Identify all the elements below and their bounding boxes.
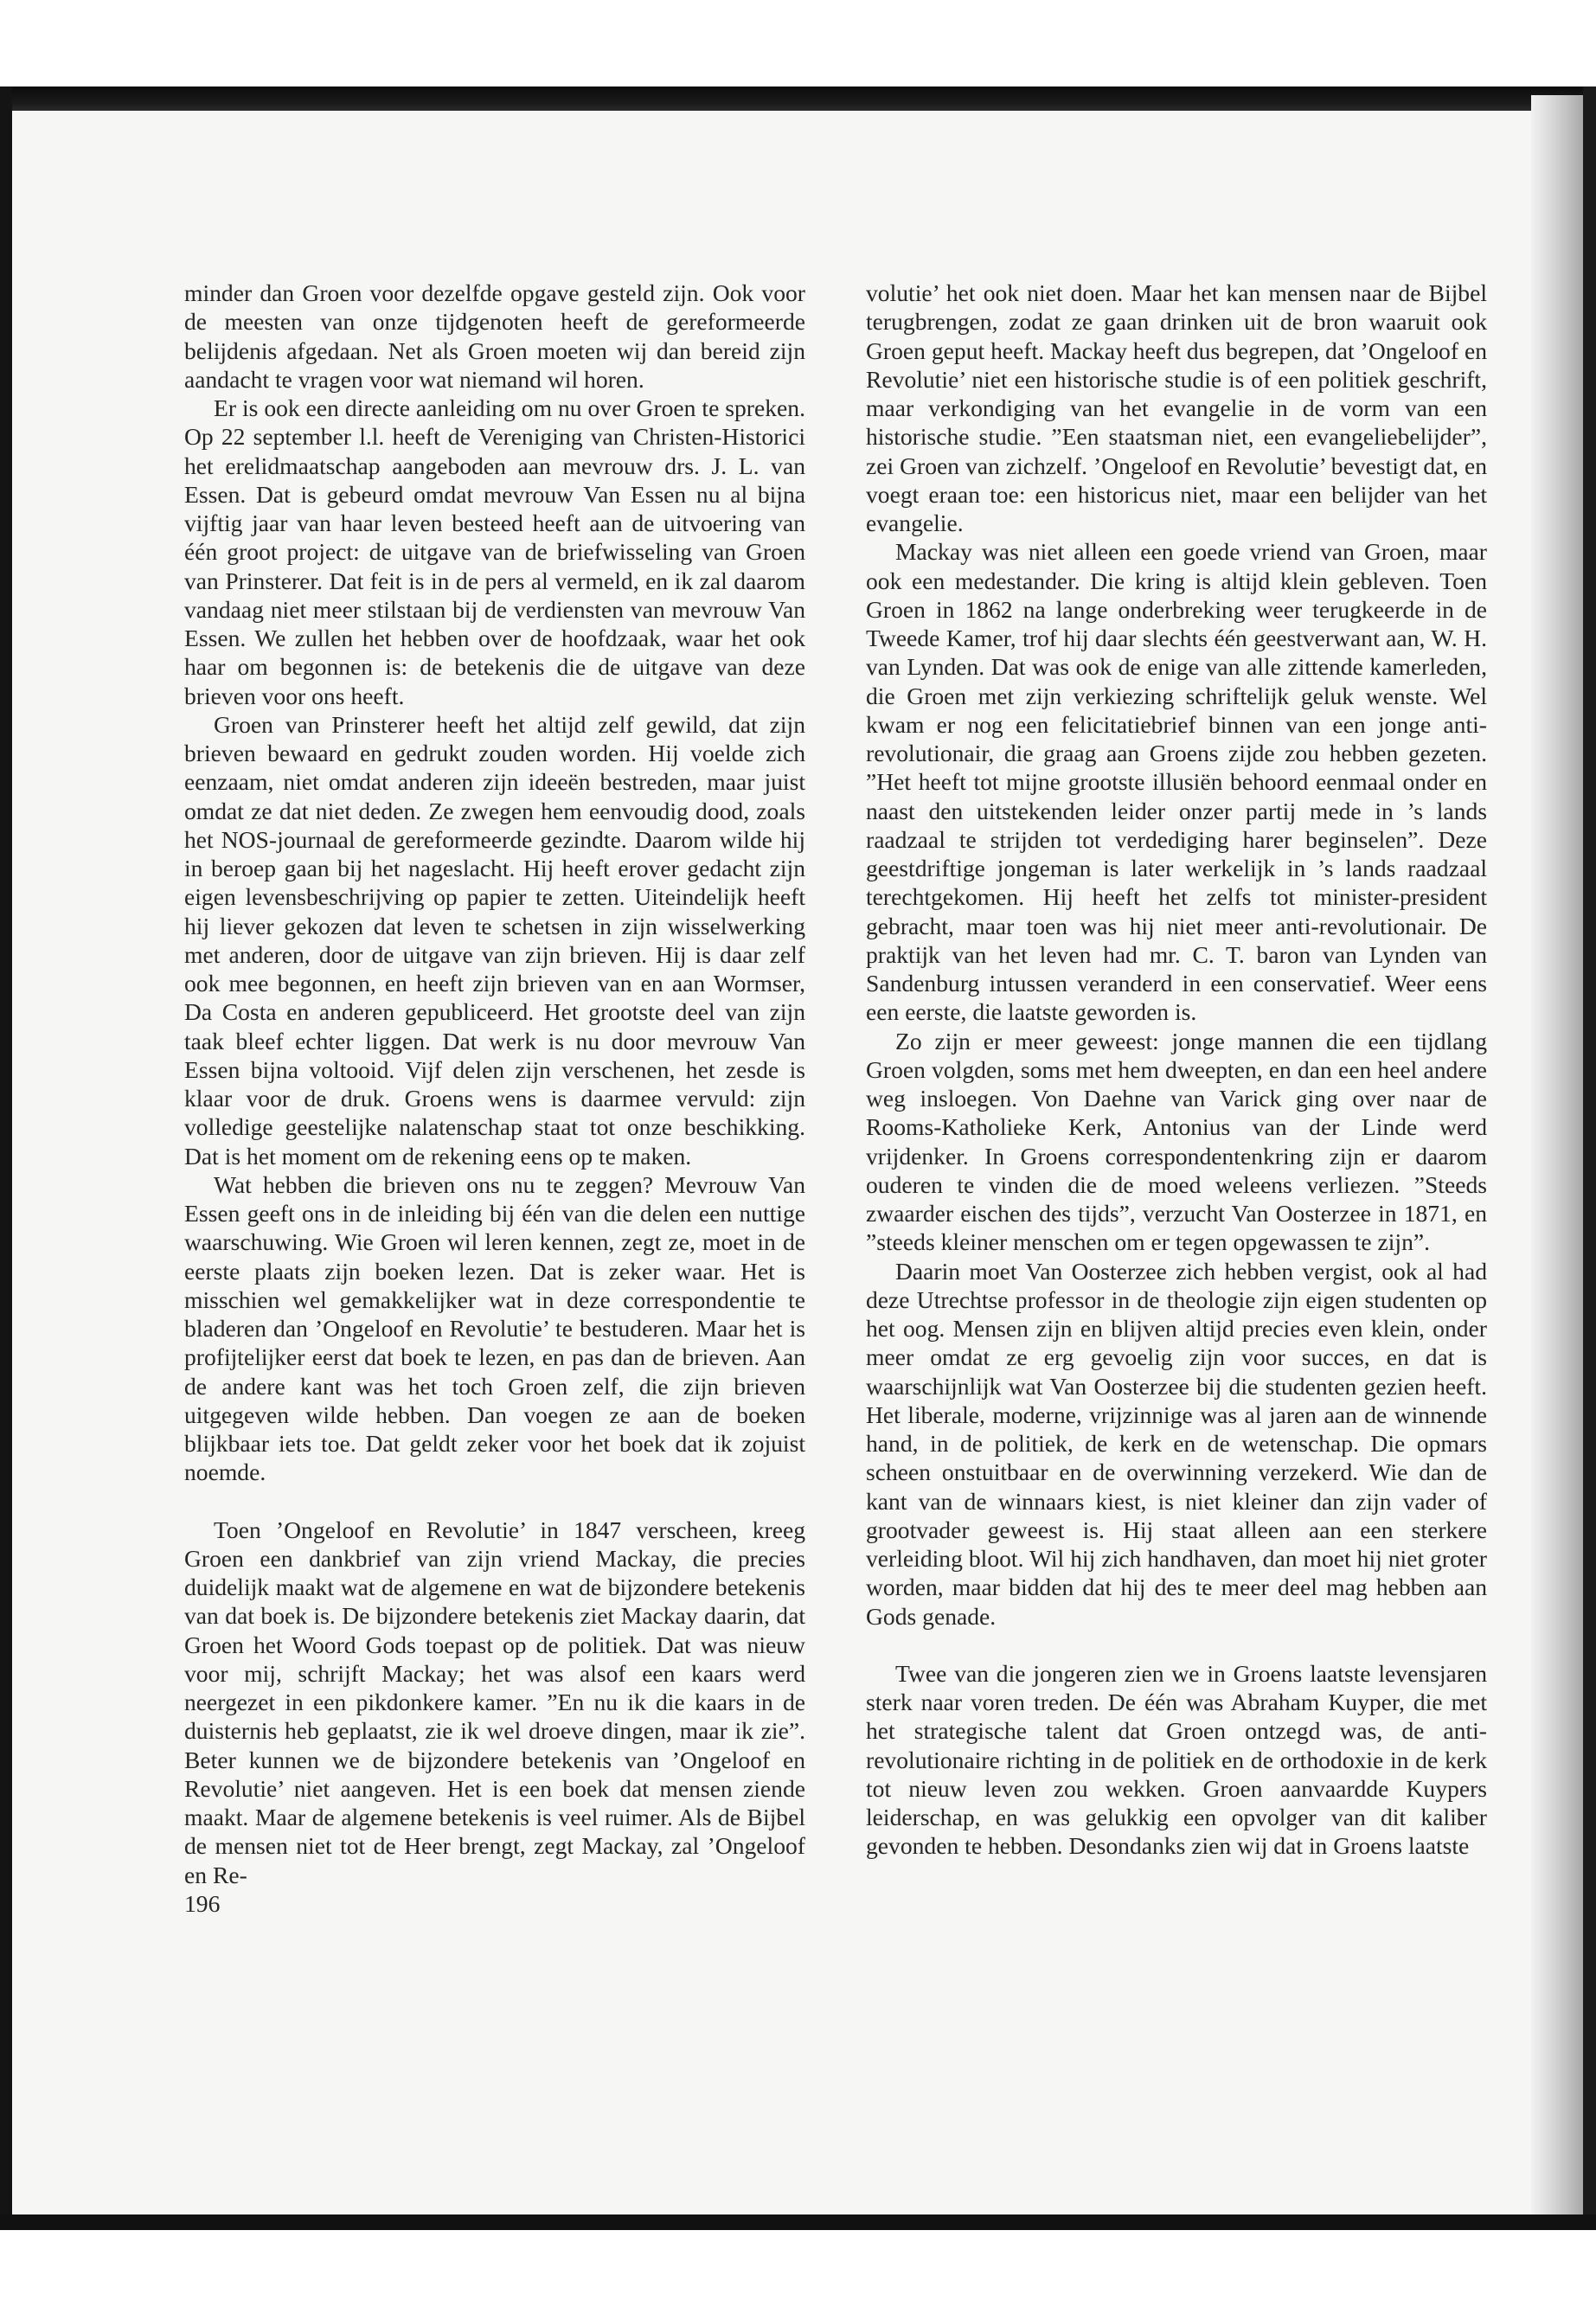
scan-border-bottom — [0, 2214, 1596, 2230]
paragraph: volutie’ het ook niet doen. Maar het kan mensen naar de Bijbel terugbrengen, zodat ze gaan drinken uit de bron waaruit ook Groen geput heeft. Mackay heeft dus begrepen, dat ’Ongeloof en Revolutie’ niet een historische studie is of een politiek geschrift, maar verkondiging van het evangelie in de vorm van een historische studie. ”Een staatsman niet, een evangeliebelijder”, zei Groen van zichzelf. ’Ongeloof en Revolutie’ bevestigt dat, en voegt eraan toe: een historicus niet, maar een belijder van het evangelie. — [866, 279, 1487, 536]
left-text-column — [184, 279, 805, 1918]
book-gutter-shadow — [1531, 95, 1583, 2214]
book-page — [12, 111, 1531, 2214]
paragraph: Er is ook een directe aanleiding om nu over Groen te spreken. Op 22 september l.l. heeft de Vereniging van Christen-Historici het erelidmaatschap aangeboden aan mevrouw drs. J. L. van Essen. Dat is gebeurd omdat mevrouw Van Essen nu al bijna vijftig jaar van haar leven besteed heeft aan de uitvoering van één groot project: de uitgave van de briefwisseling van Groen van Prinsterer. Dat feit is in de pers al vermeld, en ik zal daarom vandaag niet meer stilstaan bij de verdiensten van mevrouw Van Essen. We zullen het hebben over de hoofdzaak, waar het ook haar om begonnen is: de betekenis die de uitgave van deze brieven voor ons heeft. — [184, 394, 805, 709]
paragraph: minder dan Groen voor dezelfde opgave gesteld zijn. Ook voor de meesten van onze tijdgenoten heeft de gereformeerde belijdenis afgedaan. Net als Groen moeten wij dan bereid zijn aandacht te vragen voor wat niemand wil horen. — [184, 279, 805, 393]
scan-border-right — [1583, 87, 1596, 2223]
paragraph: Wat hebben die brieven ons nu te zeggen? Mevrouw Van Essen geeft ons in de inleiding bij één van die delen een nuttige waarschuwing. Wie Groen wil leren kennen, zegt ze, moet in de eerste plaats zijn boeken lezen. Dat is zeker waar. Het is misschien wel gemakkelijker wat in deze correspondentie te bladeren dan ’Ongeloof en Revolutie’ te bestuderen. Maar het is profijtelijker eerst dat boek te lezen, en pas dan de brieven. Aan de andere kant was het toch Groen zelf, die zijn brieven uitgegeven wilde hebben. Dan voegen ze aan de boeken blijkbaar iets toe. Dat geldt zeker voor het boek dat ik zojuist noemde. — [184, 1170, 805, 1486]
right-text-column — [866, 279, 1487, 1861]
paragraph: Daarin moet Van Oosterzee zich hebben vergist, ook al had deze Utrechtse professor in de theologie zijn eigen studenten op het oog. Mensen zijn en blijven altijd precies even klein, onder meer omdat ze erg gevoelig zijn voor succes, en dat is waarschijnlijk wat Van Oosterzee bij die studenten gezien heeft. Het liberale, moderne, vrijzinnige was al jaren aan de winnende hand, in de politiek, de kerk en de wetenschap. Die opmars scheen onstuitbaar en de overwinning verzekerd. Wie dan de kant van de winnaars kiest, is niet kleiner dan zijn vader of grootvader geweest is. Hij staat alleen aan een sterkere verleiding bloot. Wil hij zich handhaven, dan moet hij niet groter worden, maar bidden dat hij des te meer deel mag hebben aan Gods genade. — [866, 1257, 1487, 1630]
paragraph: Toen ’Ongeloof en Revolutie’ in 1847 verscheen, kreeg Groen een dankbrief van zijn vriend Mackay, die precies duidelijk maakt wat de algemene en wat de bijzondere betekenis van dat boek is. De bijzondere betekenis ziet Mackay daarin, dat Groen het Woord Gods toepast op de politiek. Dat was nieuw voor mij, schrijft Mackay; het was alsof een kaars werd neergezet in een pikdonkere kamer. ”En nu ik die kaars in de duisternis heb geplaatst, zie ik wel droeve dingen, maar ik zie”. Beter kunnen we de bijzondere betekenis van ’Ongeloof en Revolutie’ niet aangeven. Het is een boek dat mensen ziende maakt. Maar de algemene betekenis is veel ruimer. Als de Bijbel de mensen niet tot de Heer brengt, zegt Mackay, zal ’Ongeloof en Re- — [184, 1516, 805, 1888]
paragraph: Mackay was niet alleen een goede vriend van Groen, maar ook een medestander. Die kring is altijd klein gebleven. Toen Groen in 1862 na lange onderbreking weer terugkeerde in de Tweede Kamer, trof hij daar slechts één geestverwant aan, W. H. van Lynden. Dat was ook de enige van alle zittende kamerleden, die Groen met zijn verkiezing schriftelijk geluk wenste. Wel kwam er nog een felicitatiebrief binnen van een jonge anti-revolutionair, die graag aan Groens zijde zou hebben gezeten. ”Het heeft tot mijne grootste illusiën behoord eenmaal onder en naast den uitstekenden leider onzer partij mede in ’s lands raadzaal te strijden tot verdediging harer beginselen”. Deze geestdriftige jongeman is later werkelijk in ’s lands raadzaal terechtgekomen. Hij heeft het zelfs tot minister-president gebracht, maar toen was hij niet meer anti-revolutionair. De praktijk van het leven had mr. C. T. baron van Lynden van Sandenburg intussen veranderd in een conservatief. Weer eens een eerste, die laatste geworden is. — [866, 538, 1487, 1026]
scan-border-top — [0, 87, 1596, 111]
paragraph: Groen van Prinsterer heeft het altijd zelf gewild, dat zijn brieven bewaard en gedrukt zouden worden. Hij voelde zich eenzaam, niet omdat anderen zijn ideeën bestreden, maar juist omdat ze dat niet deden. Ze zwegen hem eenvoudig dood, zoals het NOS-journaal de gereformeerde gezindte. Daarom wilde hij in beroep gaan bij het nageslacht. Hij heeft erover gedacht zijn eigen levensbeschrijving op papier te zetten. Uiteindelijk heeft hij liever gekozen dat leven te schetsen in zijn wisselwerking met anderen, door de uitgave van zijn brieven. Hij is daar zelf ook mee begonnen, en heeft zijn brieven van en aan Wormser, Da Costa en anderen gepubliceerd. Het grootste deel van zijn taak bleef echter liggen. Dat werk is nu door mevrouw Van Essen bijna voltooid. Vijf delen zijn verschenen, het zesde is klaar voor de druk. Groens wens is daarmee vervuld: zijn volledige geestelijke nalatenschap staat tot onze beschikking. Dat is het moment om de rekening eens op te maken. — [184, 710, 805, 1170]
paragraph: Twee van die jongeren zien we in Groens laatste levensjaren sterk naar voren treden. De één was Abraham Kuyper, die met het strategische talent dat Groen ontzegd was, de anti-revolutionaire richting in de politiek en de orthodoxie in de kerk tot nieuw leven zou wekken. Groen aanvaardde Kuypers leiderschap, en was gelukkig een opvolger van dit kaliber gevonden te hebben. Desondanks zien wij dat in Groens laatste — [866, 1659, 1487, 1860]
page-number: 196 — [184, 1889, 221, 1917]
scan-border-left — [0, 87, 12, 2223]
paragraph: Zo zijn er meer geweest: jonge mannen die een tijdlang Groen volgden, soms met hem dweepten, en dan een heel andere weg insloegen. Von Daehne van Varick ging over naar de Rooms-Katholieke Kerk, Antonius van der Linde werd vrijdenker. In Groens correspondentenkring zijn er daarom ouderen te vinden die de moed weleens verliezen. ”Steeds zwaarder eischen des tijds”, verzucht Van Oosterzee in 1871, en ”steeds kleiner menschen om er tegen opgewassen te zijn”. — [866, 1027, 1487, 1256]
